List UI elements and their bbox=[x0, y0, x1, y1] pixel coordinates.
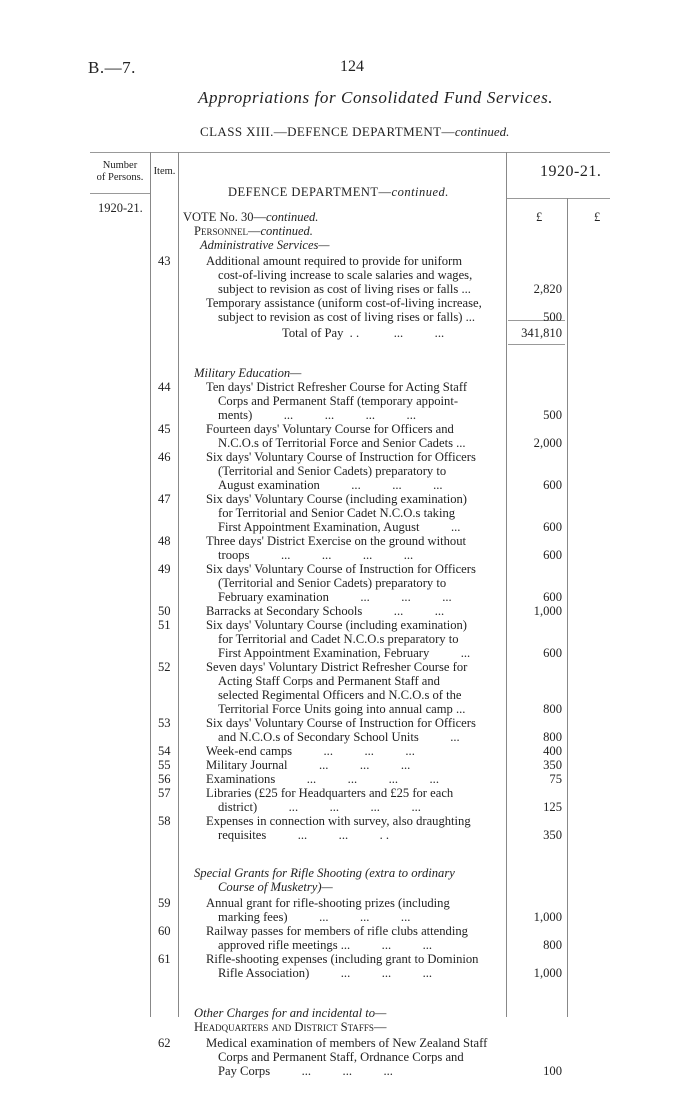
table-row bbox=[0, 1020, 700, 1034]
item-number: 53 bbox=[158, 716, 171, 730]
persons-header-rule bbox=[90, 193, 150, 194]
table-row bbox=[0, 296, 700, 310]
item-description: for Territorial and Cadet N.C.O.s preparatory to bbox=[218, 632, 459, 646]
table-row bbox=[0, 366, 700, 380]
item-description: Headquarters and District Staffs— bbox=[194, 1020, 387, 1034]
item-description: Corps and Permanent Staff (temporary appoint- bbox=[218, 394, 459, 408]
item-amount: 2,000 bbox=[533, 436, 562, 450]
table-row bbox=[0, 660, 700, 674]
vote-heading bbox=[183, 210, 318, 225]
table-row bbox=[0, 506, 700, 520]
table-row bbox=[0, 604, 700, 618]
item-description: N.C.O.s of Territorial Force and Senior Cadets ... bbox=[218, 436, 466, 450]
item-description: Annual grant for rifle-shooting prizes (including bbox=[206, 896, 450, 910]
item-description: First Appointment Examination, February ... bbox=[218, 646, 471, 660]
table-row bbox=[0, 896, 700, 910]
item-amount: 600 bbox=[543, 478, 562, 492]
item-description: Six days' Voluntary Course of Instruction for Officers bbox=[206, 716, 476, 730]
department-heading-main: DEFENCE DEPARTMENT— bbox=[228, 185, 392, 199]
item-amount: 500 bbox=[543, 310, 562, 324]
item-description: Railway passes for members of rifle clubs attending bbox=[206, 924, 468, 938]
item-description: Pay Corps ... ... ... bbox=[218, 1064, 393, 1078]
item-description: Ten days' District Refresher Course for Acting Staff bbox=[206, 380, 468, 394]
item-description: Fourteen days' Voluntary Course for Officers and bbox=[206, 422, 454, 436]
item-description: Rifle Association) ... ... ... bbox=[218, 966, 433, 980]
item-description: Corps and Permanent Staff, Ordnance Corps and bbox=[218, 1050, 464, 1064]
document-code: B.—7. bbox=[88, 58, 136, 77]
item-amount: 350 bbox=[543, 758, 562, 772]
year-column-header: 1920-21. bbox=[540, 163, 602, 180]
table-row bbox=[0, 562, 700, 576]
table-row bbox=[0, 534, 700, 548]
table-row bbox=[0, 590, 700, 604]
item-amount: 800 bbox=[543, 702, 562, 716]
item-description: Other Charges for and incidental to— bbox=[194, 1006, 387, 1020]
table-row bbox=[0, 938, 700, 952]
item-description: subject to revision as cost of living rises or falls) ... bbox=[218, 310, 476, 324]
item-amount: 341,810 bbox=[521, 326, 562, 340]
item-amount: 125 bbox=[543, 800, 562, 814]
item-amount: 1,000 bbox=[533, 910, 562, 924]
item-number: 62 bbox=[158, 1036, 171, 1050]
table-row bbox=[0, 576, 700, 590]
item-column-header: Item. bbox=[153, 166, 176, 177]
amount-header-rule bbox=[506, 198, 610, 199]
table-top-rule bbox=[90, 152, 610, 153]
item-number: 47 bbox=[158, 492, 171, 506]
item-description: Acting Staff Corps and Permanent Staff and bbox=[218, 674, 440, 688]
table-row bbox=[0, 464, 700, 478]
item-number: 60 bbox=[158, 924, 171, 938]
item-number: 57 bbox=[158, 786, 171, 800]
item-amount: 100 bbox=[543, 1064, 562, 1078]
pound-sign-right: £ bbox=[594, 210, 601, 224]
item-amount: 800 bbox=[543, 938, 562, 952]
table-row bbox=[0, 952, 700, 966]
page-number: 124 bbox=[340, 58, 364, 75]
table-row bbox=[0, 548, 700, 562]
item-description: Military Journal ... ... ... bbox=[206, 758, 411, 772]
item-description: cost-of-living increase to scale salaries and wages, bbox=[218, 268, 473, 282]
table-row bbox=[0, 1006, 700, 1020]
item-description: (Territorial and Senior Cadets) preparatory to bbox=[218, 464, 447, 478]
item-amount: 2,820 bbox=[533, 282, 562, 296]
table-row bbox=[0, 744, 700, 758]
item-description: Six days' Voluntary Course of Instruction for Officers bbox=[206, 450, 476, 464]
item-amount: 600 bbox=[543, 646, 562, 660]
item-amount: 1,000 bbox=[533, 966, 562, 980]
item-description: Six days' Voluntary Course (including examination) bbox=[206, 618, 467, 632]
item-amount: 1,000 bbox=[533, 604, 562, 618]
table-row bbox=[0, 1064, 700, 1078]
item-number: 59 bbox=[158, 896, 171, 910]
item-description: Six days' Voluntary Course of Instruction for Officers bbox=[206, 562, 476, 576]
persons-column-header bbox=[90, 160, 150, 184]
item-number: 46 bbox=[158, 450, 171, 464]
item-description: Six days' Voluntary Course (including examination) bbox=[206, 492, 467, 506]
item-description: Barracks at Secondary Schools ... ... bbox=[206, 604, 445, 618]
table-row bbox=[0, 702, 700, 716]
item-description: for Territorial and Senior Cadet N.C.O.s taking bbox=[218, 506, 456, 520]
table-row bbox=[0, 1050, 700, 1064]
table-row bbox=[0, 450, 700, 464]
table-row bbox=[0, 310, 700, 324]
item-description: Rifle-shooting expenses (including grant to Dominion bbox=[206, 952, 479, 966]
table-row bbox=[0, 282, 700, 296]
item-number: 54 bbox=[158, 744, 171, 758]
item-description: (Territorial and Senior Cadets) preparatory to bbox=[218, 576, 447, 590]
total-pay-rule-bottom bbox=[508, 344, 565, 345]
department-heading-continued: continued. bbox=[391, 185, 449, 199]
table-row bbox=[0, 436, 700, 450]
table-row bbox=[0, 478, 700, 492]
table-row bbox=[0, 828, 700, 842]
item-amount: 400 bbox=[543, 744, 562, 758]
item-description: February examination ... ... ... bbox=[218, 590, 452, 604]
item-description: August examination ... ... ... bbox=[218, 478, 443, 492]
table-row bbox=[0, 408, 700, 422]
item-description: ments) ... ... ... ... bbox=[218, 408, 416, 422]
table-row bbox=[0, 422, 700, 436]
table-row bbox=[0, 394, 700, 408]
department-heading bbox=[228, 185, 449, 200]
table-row bbox=[0, 632, 700, 646]
item-amount: 600 bbox=[543, 548, 562, 562]
class-heading-continued: continued. bbox=[454, 124, 510, 139]
item-amount: 75 bbox=[549, 772, 562, 786]
item-number: 49 bbox=[158, 562, 171, 576]
table-row bbox=[0, 966, 700, 980]
personnel-heading-main: Personnel— bbox=[194, 224, 261, 238]
item-description: and N.C.O.s of Secondary School Units ... bbox=[218, 730, 460, 744]
persons-header-line1: Number bbox=[102, 160, 138, 171]
item-amount: 600 bbox=[543, 520, 562, 534]
table-row bbox=[0, 688, 700, 702]
table-row bbox=[0, 772, 700, 786]
table-row bbox=[0, 880, 700, 894]
table-row bbox=[0, 492, 700, 506]
item-number: 61 bbox=[158, 952, 171, 966]
table-row bbox=[0, 866, 700, 880]
item-number: 48 bbox=[158, 534, 171, 548]
table-row bbox=[0, 646, 700, 660]
class-heading-main: CLASS XIII.—DEFENCE DEPARTMENT— bbox=[200, 124, 455, 139]
item-description: First Appointment Examination, August ... bbox=[218, 520, 461, 534]
table-row bbox=[0, 786, 700, 800]
item-description: Additional amount required to provide for uniform bbox=[206, 254, 463, 268]
table-row bbox=[0, 758, 700, 772]
item-number: 45 bbox=[158, 422, 171, 436]
persons-year-label: 1920-21. bbox=[98, 201, 143, 215]
item-description: approved rifle meetings ... ... ... bbox=[218, 938, 433, 952]
item-description: Libraries (£25 for Headquarters and £25 for each bbox=[206, 786, 454, 800]
table-row bbox=[0, 716, 700, 730]
item-number: 56 bbox=[158, 772, 171, 786]
page-title: Appropriations for Consolidated Fund Services. bbox=[198, 88, 554, 107]
personnel-heading-continued: continued. bbox=[260, 224, 313, 238]
table-row bbox=[0, 268, 700, 282]
item-number: 51 bbox=[158, 618, 171, 632]
table-row bbox=[0, 814, 700, 828]
admin-services-heading: Administrative Services— bbox=[200, 238, 330, 252]
item-description: district) ... ... ... ... bbox=[218, 800, 421, 814]
item-description: Territorial Force Units going into annual camp ... bbox=[218, 702, 466, 716]
item-description: Seven days' Voluntary District Refresher Course for bbox=[206, 660, 468, 674]
item-description: Military Education— bbox=[194, 366, 302, 380]
table-row bbox=[0, 520, 700, 534]
item-amount: 800 bbox=[543, 730, 562, 744]
table-row bbox=[0, 618, 700, 632]
vote-heading-main: VOTE No. 30— bbox=[183, 210, 266, 224]
table-row bbox=[0, 326, 700, 340]
item-description: selected Regimental Officers and N.C.O.s of the bbox=[218, 688, 462, 702]
item-description: Week-end camps ... ... ... bbox=[206, 744, 415, 758]
item-description: marking fees) ... ... ... bbox=[218, 910, 411, 924]
item-number: 55 bbox=[158, 758, 171, 772]
item-amount: 600 bbox=[543, 590, 562, 604]
item-description: subject to revision as cost of living rises or falls ... bbox=[218, 282, 471, 296]
item-description: Total of Pay . . ... ... bbox=[282, 326, 445, 340]
item-description: Medical examination of members of New Zealand Staff bbox=[206, 1036, 488, 1050]
item-amount: 350 bbox=[543, 828, 562, 842]
item-number: 43 bbox=[158, 254, 171, 268]
item-number: 58 bbox=[158, 814, 171, 828]
item-description: Special Grants for Rifle Shooting (extra to ordinary bbox=[194, 866, 455, 880]
personnel-heading bbox=[194, 224, 313, 239]
item-description: Three days' District Exercise on the ground without bbox=[206, 534, 467, 548]
item-description: Temporary assistance (uniform cost-of-living increase, bbox=[206, 296, 482, 310]
table-row bbox=[0, 1036, 700, 1050]
table-row bbox=[0, 730, 700, 744]
item-number: 52 bbox=[158, 660, 171, 674]
table-row bbox=[0, 800, 700, 814]
item-amount: 500 bbox=[543, 408, 562, 422]
table-row bbox=[0, 910, 700, 924]
item-description: Expenses in connection with survey, also draughting bbox=[206, 814, 471, 828]
item-description: requisites ... ... . . bbox=[218, 828, 390, 842]
table-row bbox=[0, 674, 700, 688]
table-row bbox=[0, 924, 700, 938]
item-description: troops ... ... ... ... bbox=[218, 548, 414, 562]
persons-header-line2: of Persons. bbox=[96, 172, 144, 183]
class-heading bbox=[200, 124, 509, 140]
item-number: 44 bbox=[158, 380, 171, 394]
pound-sign-left: £ bbox=[536, 210, 543, 224]
vote-heading-continued: continued. bbox=[265, 210, 319, 224]
table-row bbox=[0, 254, 700, 268]
item-description: Course of Musketry)— bbox=[218, 880, 333, 894]
item-number: 50 bbox=[158, 604, 171, 618]
item-description: Examinations ... ... ... ... bbox=[206, 772, 439, 786]
table-row bbox=[0, 380, 700, 394]
